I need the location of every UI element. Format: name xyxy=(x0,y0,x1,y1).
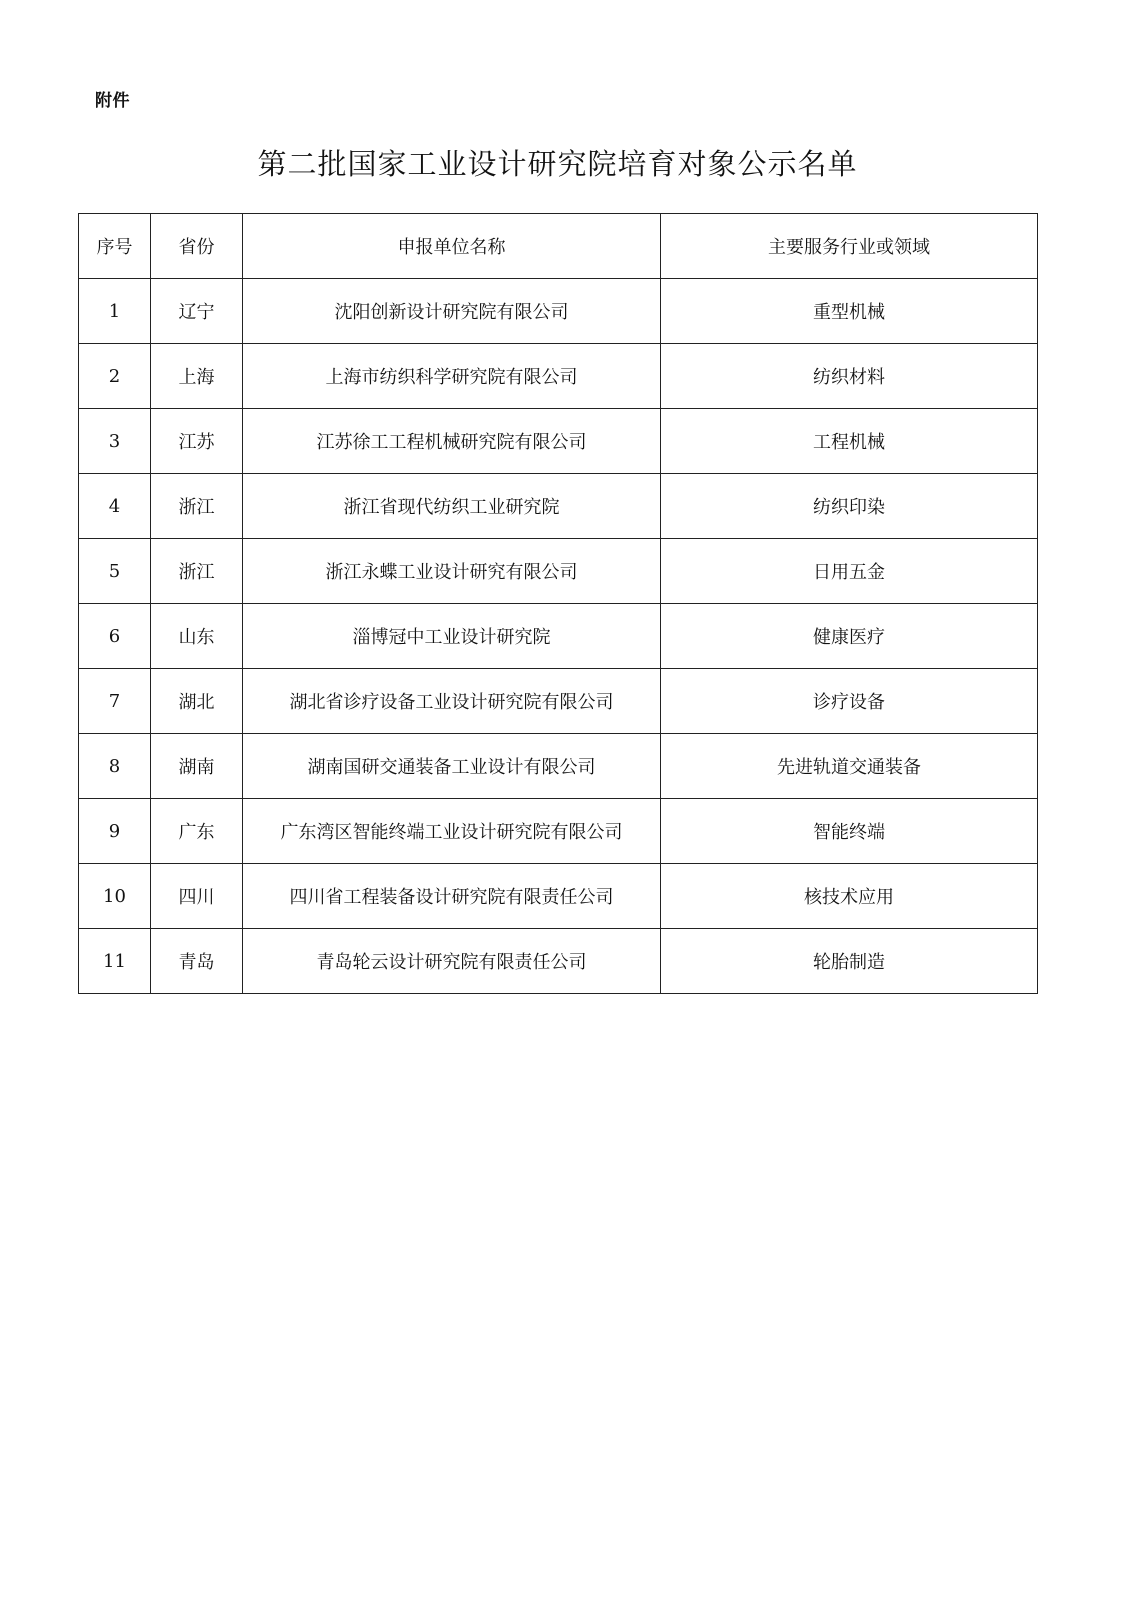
row-province: 浙江 xyxy=(151,474,243,539)
column-header-service-field: 主要服务行业或领域 xyxy=(661,214,1038,279)
row-number: 8 xyxy=(79,734,151,799)
row-number: 4 xyxy=(79,474,151,539)
row-province: 浙江 xyxy=(151,539,243,604)
table-row xyxy=(79,409,1038,474)
row-service-field: 诊疗设备 xyxy=(661,669,1038,734)
row-unit-name: 上海市纺织科学研究院有限公司 xyxy=(243,344,661,409)
row-service-field: 纺织材料 xyxy=(661,344,1038,409)
institute-roster-table xyxy=(78,213,1038,994)
row-number: 9 xyxy=(79,799,151,864)
row-province: 上海 xyxy=(151,344,243,409)
row-province: 广东 xyxy=(151,799,243,864)
row-service-field: 先进轨道交通装备 xyxy=(661,734,1038,799)
table-row xyxy=(79,604,1038,669)
row-number: 1 xyxy=(79,279,151,344)
row-number: 5 xyxy=(79,539,151,604)
row-province: 湖南 xyxy=(151,734,243,799)
row-service-field: 轮胎制造 xyxy=(661,929,1038,994)
row-service-field: 工程机械 xyxy=(661,409,1038,474)
document-title: 第二批国家工业设计研究院培育对象公示名单 xyxy=(257,147,858,181)
row-province: 青岛 xyxy=(151,929,243,994)
table-row xyxy=(79,929,1038,994)
row-unit-name: 沈阳创新设计研究院有限公司 xyxy=(243,279,661,344)
table-row xyxy=(79,799,1038,864)
row-service-field: 健康医疗 xyxy=(661,604,1038,669)
row-number: 10 xyxy=(79,864,151,929)
table-row xyxy=(79,864,1038,929)
row-service-field: 核技术应用 xyxy=(661,864,1038,929)
row-service-field: 智能终端 xyxy=(661,799,1038,864)
row-unit-name: 湖北省诊疗设备工业设计研究院有限公司 xyxy=(243,669,661,734)
row-number: 7 xyxy=(79,669,151,734)
row-service-field: 纺织印染 xyxy=(661,474,1038,539)
row-number: 6 xyxy=(79,604,151,669)
row-number: 3 xyxy=(79,409,151,474)
column-header-number: 序号 xyxy=(79,214,151,279)
row-unit-name: 江苏徐工工程机械研究院有限公司 xyxy=(243,409,661,474)
table-header-row xyxy=(79,214,1038,279)
row-province: 江苏 xyxy=(151,409,243,474)
row-unit-name: 广东湾区智能终端工业设计研究院有限公司 xyxy=(243,799,661,864)
row-province: 辽宁 xyxy=(151,279,243,344)
attachment-label: 附件 xyxy=(95,91,130,111)
row-unit-name: 淄博冠中工业设计研究院 xyxy=(243,604,661,669)
row-unit-name: 浙江永蝶工业设计研究有限公司 xyxy=(243,539,661,604)
table-row xyxy=(79,734,1038,799)
row-province: 四川 xyxy=(151,864,243,929)
row-unit-name: 浙江省现代纺织工业研究院 xyxy=(243,474,661,539)
row-number: 11 xyxy=(79,929,151,994)
table-row xyxy=(79,539,1038,604)
row-service-field: 重型机械 xyxy=(661,279,1038,344)
column-header-province: 省份 xyxy=(151,214,243,279)
row-province: 湖北 xyxy=(151,669,243,734)
column-header-unit-name: 申报单位名称 xyxy=(243,214,661,279)
row-province: 山东 xyxy=(151,604,243,669)
row-service-field: 日用五金 xyxy=(661,539,1038,604)
table-row xyxy=(79,474,1038,539)
row-unit-name: 湖南国研交通装备工业设计有限公司 xyxy=(243,734,661,799)
row-unit-name: 青岛轮云设计研究院有限责任公司 xyxy=(243,929,661,994)
table-row xyxy=(79,344,1038,409)
row-unit-name: 四川省工程装备设计研究院有限责任公司 xyxy=(243,864,661,929)
table-row xyxy=(79,279,1038,344)
row-number: 2 xyxy=(79,344,151,409)
table-row xyxy=(79,669,1038,734)
